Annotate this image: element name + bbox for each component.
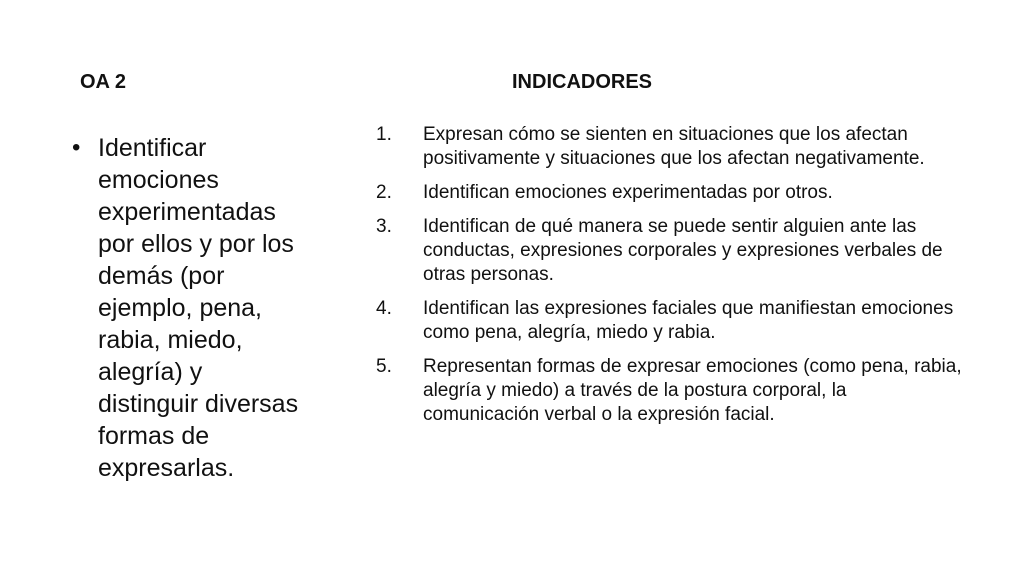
indicator-item: [376, 215, 976, 287]
indicators-title: INDICADORES: [512, 71, 653, 93]
indicator-item: [376, 297, 976, 345]
indicator-number: 1.: [376, 124, 392, 145]
indicator-item: [376, 123, 976, 171]
indicator-text: Identifican de qué manera se puede sentir alguien ante las conductas, expresiones corporales y expresiones verbales de otras personas.: [423, 216, 943, 285]
indicator-number: 2.: [376, 182, 392, 203]
indicators-list: [376, 123, 976, 437]
objective-text: Identificar emociones experimentadas por ellos y por los demás (por ejemplo, pena, rabia, miedo, alegría) y distinguir diversas formas de expresarlas.: [98, 134, 299, 482]
objective-bullet: [72, 132, 322, 484]
indicator-number: 5.: [376, 356, 392, 377]
indicator-text: Identifican emociones experimentadas por otros.: [423, 182, 833, 203]
indicator-text: Identifican las expresiones faciales que manifiestan emociones como pena, alegría, miedo y rabia.: [423, 298, 954, 343]
indicator-text: Expresan cómo se sienten en situaciones que los afectan positivamente y situaciones que los afectan negativamente.: [423, 124, 925, 169]
bullet-marker: •: [72, 134, 81, 161]
indicator-text: Representan formas de expresar emociones (como pena, rabia, alegría y miedo) a través de la postura corporal, la comunicación verbal o la expresión facial.: [423, 356, 962, 425]
indicator-item: [376, 181, 976, 205]
indicator-number: 3.: [376, 216, 392, 237]
indicator-number: 4.: [376, 298, 392, 319]
oa-title: OA 2: [80, 71, 126, 93]
indicator-item: [376, 355, 976, 427]
